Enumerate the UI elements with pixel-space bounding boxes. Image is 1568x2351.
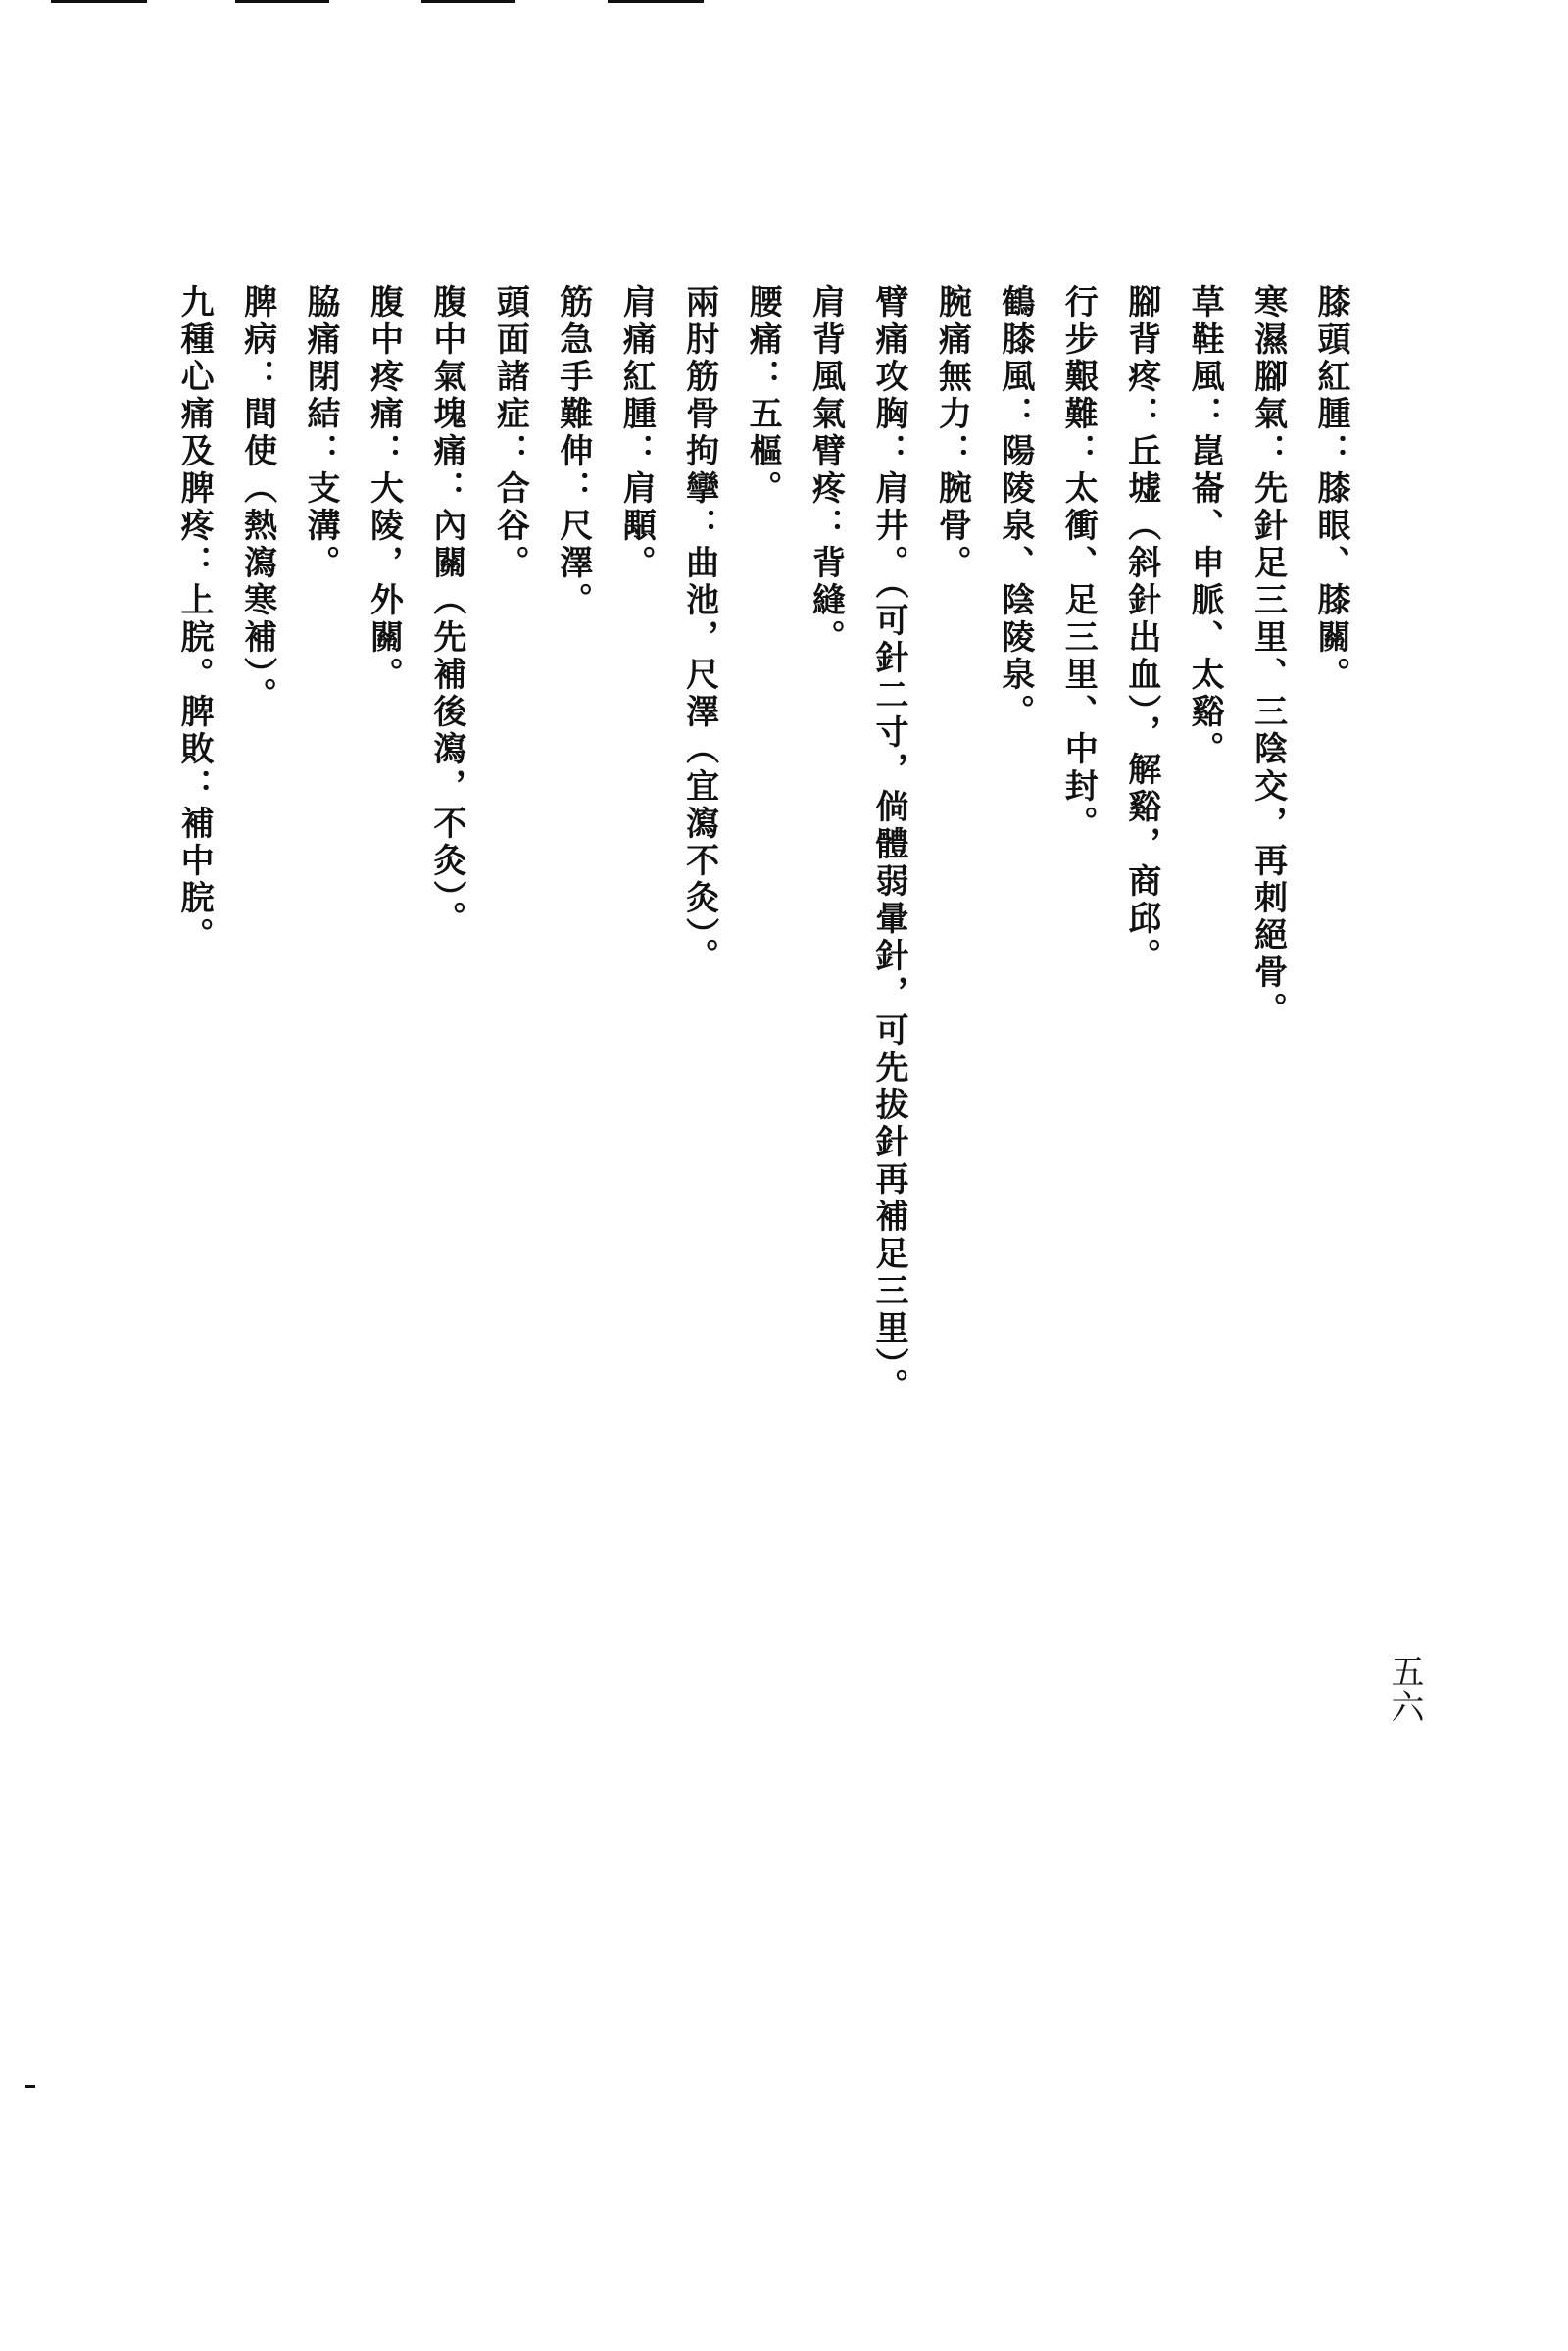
top-rule-1 xyxy=(51,0,147,3)
entry-walking-difficulty: 行步艱難：太衝、足三里、中封。 xyxy=(1058,284,1099,843)
entry-head-face: 頭面諸症：合谷。 xyxy=(490,284,530,582)
stray-mark xyxy=(25,2085,35,2088)
entry-crane-knee-wind: 鶴膝風：陽陵泉、陰陵泉。 xyxy=(995,284,1035,731)
entry-spleen-disease: 脾病：間使（熱瀉寒補）。 xyxy=(237,284,277,714)
entry-abdominal-mass-pain: 腹中氣塊痛：內關（先補後瀉，不灸）。 xyxy=(426,284,466,938)
entry-straw-sandal-wind: 草鞋風：崑崙、申脈、太谿。 xyxy=(1185,284,1225,768)
top-rule-4 xyxy=(608,0,704,3)
entry-shoulder-swelling: 肩痛紅腫：肩顒。 xyxy=(616,284,657,582)
entry-cold-damp-beriberi: 寒濕腳氣：先針足三里、三陰交，再刺絕骨。 xyxy=(1248,284,1288,1029)
entry-shoulder-back-wind: 肩背風氣臂疼：背縫。 xyxy=(806,284,846,657)
entry-arm-chest-pain: 臂痛攻胸：肩井。（可針二寸，倘體弱暈針，可先拔針再補足三里）。 xyxy=(868,284,908,1405)
entry-wrist-pain: 腕痛無力：腕骨。 xyxy=(932,284,972,582)
entry-heart-pain: 九種心痛及脾疼：上脘。脾敗：補中脘。 xyxy=(174,284,215,955)
entry-abdominal-pain: 腹中疼痛：大陵，外關。 xyxy=(364,284,404,694)
entry-lumbar-pain: 腰痛：五樞。 xyxy=(743,284,783,508)
entry-hypochondriac-pain: 脇痛閉結：支溝。 xyxy=(301,284,340,582)
top-rule-2 xyxy=(235,0,329,3)
entry-tendon-tightness: 筋急手難伸：尺澤。 xyxy=(553,284,593,619)
text-body xyxy=(174,284,1350,1656)
entry-elbow-spasm: 兩肘筋骨拘攣：曲池，尺澤（宜瀉不灸）。 xyxy=(679,284,719,975)
page-number: 五六 xyxy=(1385,1654,1424,1725)
entry-instep-pain: 腳背疼：丘墟（斜針出血），解谿，商邱。 xyxy=(1121,284,1161,975)
top-rule-3 xyxy=(421,0,515,3)
entry-knee-swelling: 膝頭紅腫：膝眼、膝關。 xyxy=(1311,284,1350,694)
